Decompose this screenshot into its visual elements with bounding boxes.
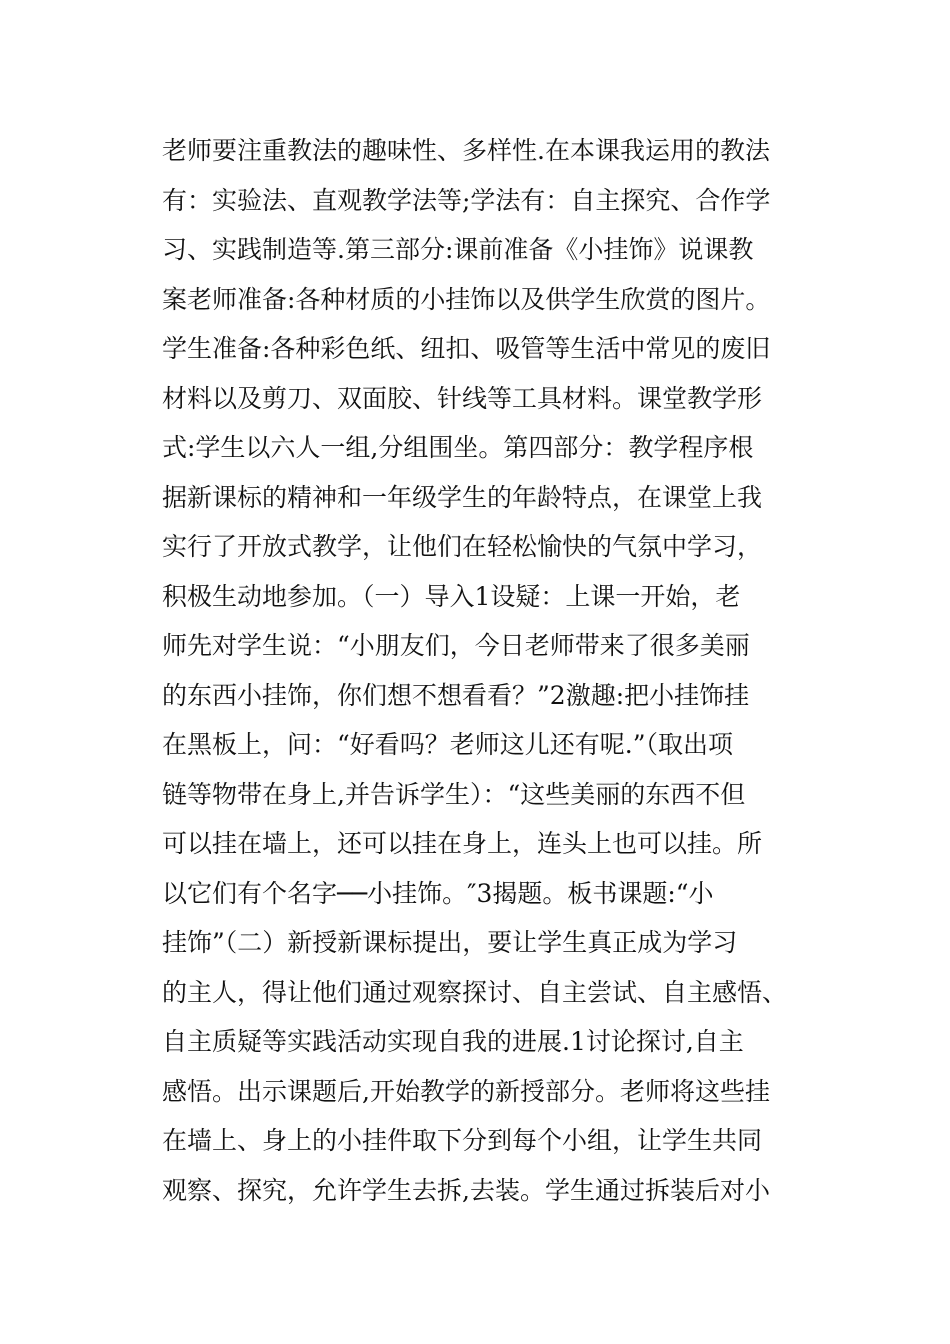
text-line: 式:学生以六人一组,分组围坐。第四部分：教学程序根 bbox=[162, 433, 754, 462]
text-line: 以它们有个名字──小挂饰。″3揭题。板书课题:“小 bbox=[162, 878, 714, 908]
text-line: 在墙上、身上的小挂件取下分到每个小组，让学生共同 bbox=[162, 1126, 763, 1155]
text-line: 可以挂在墙上，还可以挂在身上，连头上也可以挂。所 bbox=[162, 829, 763, 858]
text-line: 在黑板上，问：“好看吗？老师这儿还有呢.”（取出项 bbox=[162, 730, 734, 759]
text-line: 老师要注重教法的趣味性、多样性.在本课我运用的教法 bbox=[162, 136, 770, 165]
text-line: 案老师准备:各种材质的小挂饰以及供学生欣赏的图片。 bbox=[162, 284, 771, 314]
text-line: 的主人，得让他们通过观察探讨、自主尝试、自主感悟、 bbox=[162, 977, 788, 1007]
text-line: 链等物带在身上,并告诉学生）：“这些美丽的东西不但 bbox=[162, 779, 746, 809]
text-line: 师先对学生说：“小朋友们，今日老师带来了很多美丽 bbox=[162, 631, 750, 660]
text-line: 有：实验法、直观教学法等;学法有：自主探究、合作学 bbox=[162, 185, 771, 215]
text-line: 积极生动地参加。（一）导入1设疑：上课一开始，老 bbox=[162, 581, 741, 611]
text-line: 挂饰”（二）新授新课标提出，要让学生真正成为学习 bbox=[162, 928, 738, 957]
text-line: 据新课标的精神和一年级学生的年龄特点，在课堂上我 bbox=[162, 482, 763, 512]
body-paragraph bbox=[162, 126, 802, 1215]
text-line: 学生准备:各种彩色纸、纽扣、吸管等生活中常见的废旧 bbox=[162, 334, 771, 363]
text-line: 实行了开放式教学，让他们在轻松愉快的气氛中学习， bbox=[162, 532, 763, 561]
text-line: 的东西小挂饰，你们想不想看看？”2激趣:把小挂饰挂 bbox=[162, 680, 750, 710]
text-line: 自主质疑等实践活动实现自我的进展.1讨论探讨,自主 bbox=[162, 1027, 744, 1056]
text-line: 感悟。出示课题后,开始教学的新授部分。老师将这些挂 bbox=[162, 1076, 770, 1106]
text-line: 材料以及剪刀、双面胶、针线等工具材料。课堂教学形 bbox=[162, 383, 763, 413]
text-line: 习、实践制造等.第三部分:课前准备《小挂饰》说课教 bbox=[162, 235, 754, 264]
text-line: 观察、探究，允许学生去拆,去装。学生通过拆装后对小 bbox=[162, 1175, 770, 1205]
